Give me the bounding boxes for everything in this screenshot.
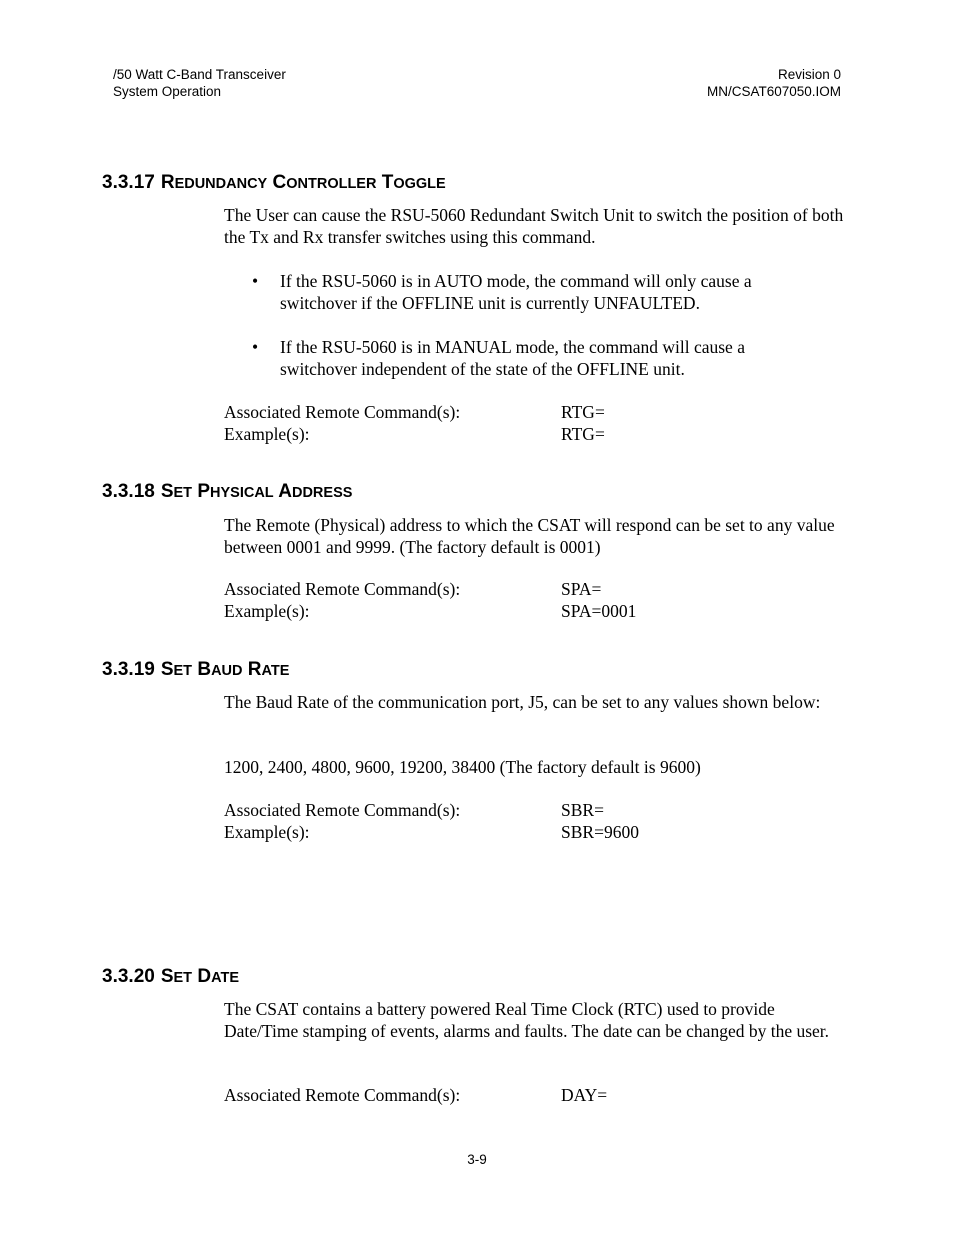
bullet-icon: • [252, 337, 259, 357]
page-header-left [113, 67, 286, 100]
header-doc-title: /50 Watt C-Band Transceiver [113, 67, 286, 82]
baud-rate-values: 1200, 2400, 4800, 9600, 19200, 38400 (The factory default is 9600) [224, 757, 701, 777]
section-number: 3.3.18 [102, 481, 155, 502]
example-label: Example(s): [224, 424, 310, 444]
example-label: Example(s): [224, 601, 310, 621]
section-paragraph: The Baud Rate of the communication port, J5, can be set to any values shown below: [224, 692, 821, 712]
example-label: Example(s): [224, 822, 310, 842]
section-heading-redundancy-controller-toggle: 3.3.17 REDUNDANCY CONTROLLER TOGGLE [102, 172, 446, 193]
section-number: 3.3.20 [102, 966, 155, 987]
command-table [224, 799, 844, 843]
page-header-right [707, 67, 841, 100]
example-value: RTG= [561, 424, 605, 444]
assoc-command-label: Associated Remote Command(s): [224, 579, 461, 599]
command-row [224, 401, 844, 423]
example-value: SBR=9600 [561, 822, 639, 842]
command-row [224, 799, 844, 821]
assoc-command-value: SPA= [561, 579, 602, 599]
header-doc-id: MN/CSAT607050.IOM [706, 83, 841, 99]
bullet-icon: • [252, 271, 259, 291]
assoc-command-label: Associated Remote Command(s): [224, 402, 461, 422]
command-table [224, 401, 844, 445]
assoc-command-value: DAY= [561, 1085, 608, 1105]
section-paragraph: The Remote (Physical) address to which the CSAT will respond can be set to any value between 0001 and 9999. (The factory default is 0001) [224, 515, 835, 557]
example-row [224, 821, 844, 843]
assoc-command-value: SBR= [561, 800, 604, 820]
header-chapter: System Operation [113, 83, 222, 99]
section-heading-set-date: 3.3.20 SET DATE [102, 966, 239, 987]
bullet-text: If the RSU-5060 is in MANUAL mode, the command will cause a switchover independent of the state of the OFFLINE unit. [280, 337, 745, 379]
example-row [224, 423, 844, 445]
example-row [224, 600, 844, 622]
assoc-command-label: Associated Remote Command(s): [224, 800, 461, 820]
section-heading-set-baud-rate: 3.3.19 SET BAUD RATE [102, 659, 290, 680]
command-table [224, 1084, 844, 1106]
command-row [224, 578, 844, 600]
section-heading-set-physical-address: 3.3.18 SET PHYSICAL ADDRESS [102, 481, 353, 502]
section-number: 3.3.17 [102, 172, 155, 193]
page-number: 3-9 [467, 1152, 487, 1167]
section-paragraph: The CSAT contains a battery powered Real Time Clock (RTC) used to provide Date/Time stamping of events, alarms and faults. The date can be changed by the user. [224, 999, 830, 1041]
header-revision: Revision 0 [777, 67, 841, 82]
assoc-command-label: Associated Remote Command(s): [224, 1085, 461, 1105]
bullet-text: If the RSU-5060 is in AUTO mode, the command will only cause a switchover if the OFFLINE unit is currently UNFAULTED. [280, 271, 752, 313]
command-table [224, 578, 844, 622]
section-number: 3.3.19 [102, 659, 155, 680]
command-row [224, 1084, 844, 1106]
assoc-command-value: RTG= [561, 402, 605, 422]
section-paragraph: The User can cause the RSU-5060 Redundant Switch Unit to switch the position of both the Tx and Rx transfer switches using this command. [224, 205, 844, 247]
example-value: SPA=0001 [561, 601, 637, 621]
